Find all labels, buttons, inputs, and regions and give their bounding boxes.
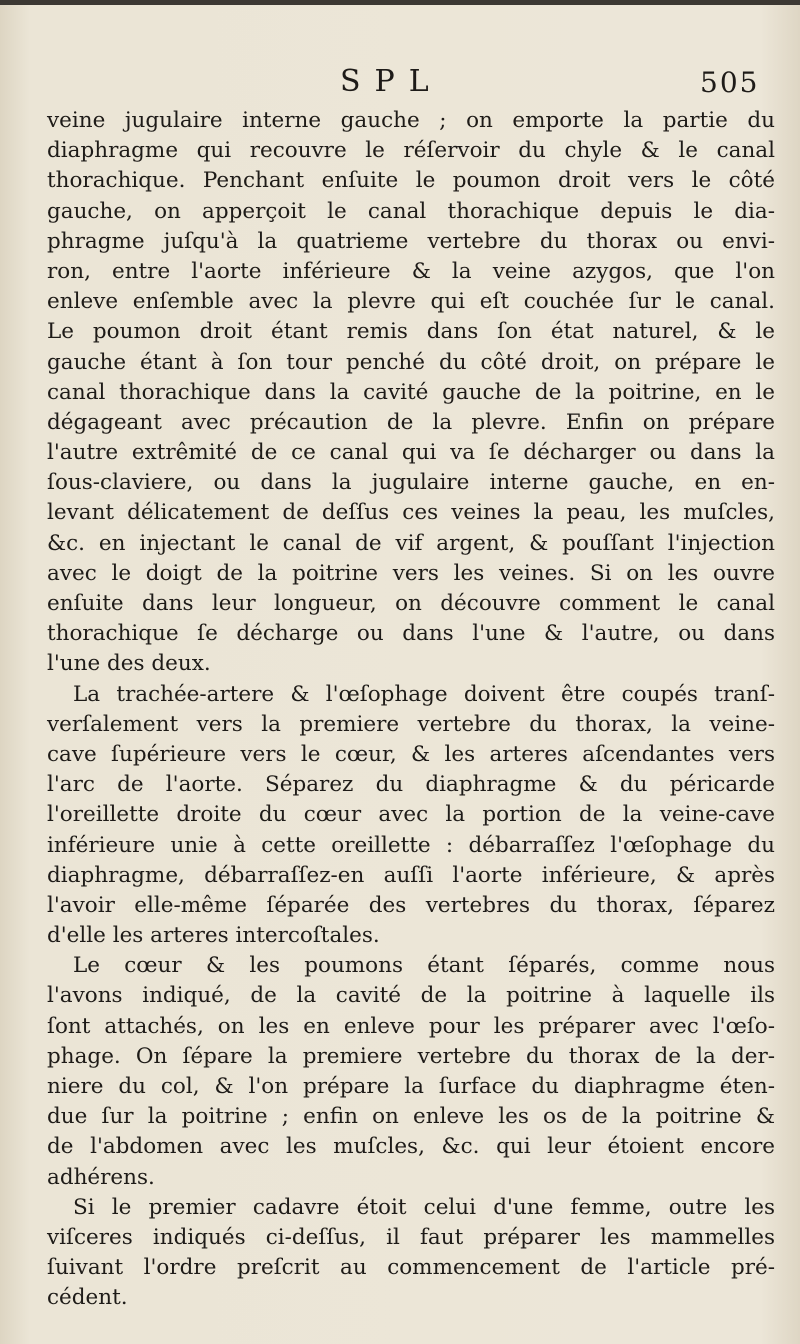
text-line: adhérens.: [47, 1164, 155, 1190]
text-line: ron, entre l'aorte inférieure & la veine azygos, que l'on: [47, 258, 775, 284]
text-line: avec le doigt de la poitrine vers les veines. Si on les ouvre: [47, 560, 775, 586]
text-line: thorachique. Penchant enſuite le poumon droit vers le côté: [47, 168, 775, 194]
text-line: viſceres indiqués ci-deſſus, il faut préparer les mammelles: [47, 1224, 775, 1250]
text-line: diaphragme qui recouvre le réſervoir du chyle & le canal: [47, 138, 775, 164]
text-line: canal thorachique dans la cavité gauche de la poitrine, en le: [47, 379, 775, 405]
text-line: inférieure unie à cette oreillette : débarraſſez l'œſophage du: [47, 832, 775, 858]
text-line: Le poumon droit étant remis dans ſon état naturel, & le: [47, 319, 775, 345]
text-line: phage. On ſépare la premiere vertebre du thorax de la der-: [47, 1043, 775, 1069]
text-line: ſous-claviere, ou dans la jugulaire interne gauche, en en-: [47, 470, 775, 496]
text-line: enſuite dans leur longueur, on découvre comment le canal: [47, 591, 775, 616]
text-line: Le cœur & les poumons étant ſéparés, comme nous: [73, 953, 775, 979]
text-line: gauche, on apperçoit le canal thorachique depuis le dia-: [47, 198, 775, 224]
text-line: ſont attachés, on les en enleve pour les préparer avec l'œſo-: [47, 1013, 775, 1039]
text-line: niere du col, & l'on prépare la ſurface du diaphragme éten-: [47, 1074, 775, 1099]
text-line: La trachée-artere & l'œſophage doivent être coupés tranſ-: [73, 681, 775, 707]
text-line: Si le premier cadavre étoit celui d'une femme, outre les: [73, 1194, 775, 1220]
running-head: SPL: [340, 64, 443, 99]
text-line: ſuivant l'ordre preſcrit au commencement de l'article pré-: [47, 1255, 775, 1281]
text-line: phragme juſqu'à la quatrieme vertebre du thorax ou envi-: [47, 228, 775, 254]
text-line: l'arc de l'aorte. Séparez du diaphragme & du péricarde: [47, 772, 775, 798]
text-line: verſalement vers la premiere vertebre du thorax, la veine-: [47, 711, 775, 737]
text-line: veine jugulaire interne gauche ; on emporte la partie du: [47, 108, 775, 133]
text-line: l'oreillette droite du cœur avec la portion de la veine-cave: [47, 802, 775, 828]
text-line: d'elle les arteres intercoſtales.: [47, 923, 380, 949]
text-line: de l'abdomen avec les muſcles, &c. qui leur étoient encore: [47, 1134, 775, 1160]
body-text: [47, 106, 775, 1314]
text-line: thorachique ſe décharge ou dans l'une & l'autre, ou dans: [47, 621, 775, 647]
text-line: due ſur la poitrine ; enfin on enleve les os de la poitrine &: [47, 1104, 775, 1130]
text-line: gauche étant à ſon tour penché du côté droit, on prépare le: [47, 349, 775, 375]
text-line: levant délicatement de deſſus ces veines la peau, les muſcles,: [47, 500, 775, 526]
text-line: cédent.: [47, 1285, 128, 1311]
page-number: 505: [700, 66, 760, 99]
text-line: l'avons indiqué, de la cavité de la poitrine à laquelle ils: [47, 983, 775, 1009]
text-line: l'avoir elle-même ſéparée des vertebres du thorax, ſéparez: [47, 892, 775, 918]
text-line: dégageant avec précaution de la plevre. Enfin on prépare: [47, 409, 775, 435]
top-edge-rule: [0, 0, 800, 5]
text-line: cave ſupérieure vers le cœur, & les arteres aſcendantes vers: [47, 741, 775, 767]
text-line: l'une des deux.: [47, 651, 211, 677]
text-line: &c. en injectant le canal de vif argent, & pouſſant l'injection: [47, 530, 775, 556]
page-header: [0, 64, 800, 104]
text-line: l'autre extrêmité de ce canal qui va ſe décharger ou dans la: [47, 440, 775, 466]
text-line: diaphragme, débarraſſez-en auſſi l'aorte inférieure, & après: [47, 862, 775, 888]
text-line: enleve enſemble avec la plevre qui eſt couchée ſur le canal.: [47, 289, 775, 315]
